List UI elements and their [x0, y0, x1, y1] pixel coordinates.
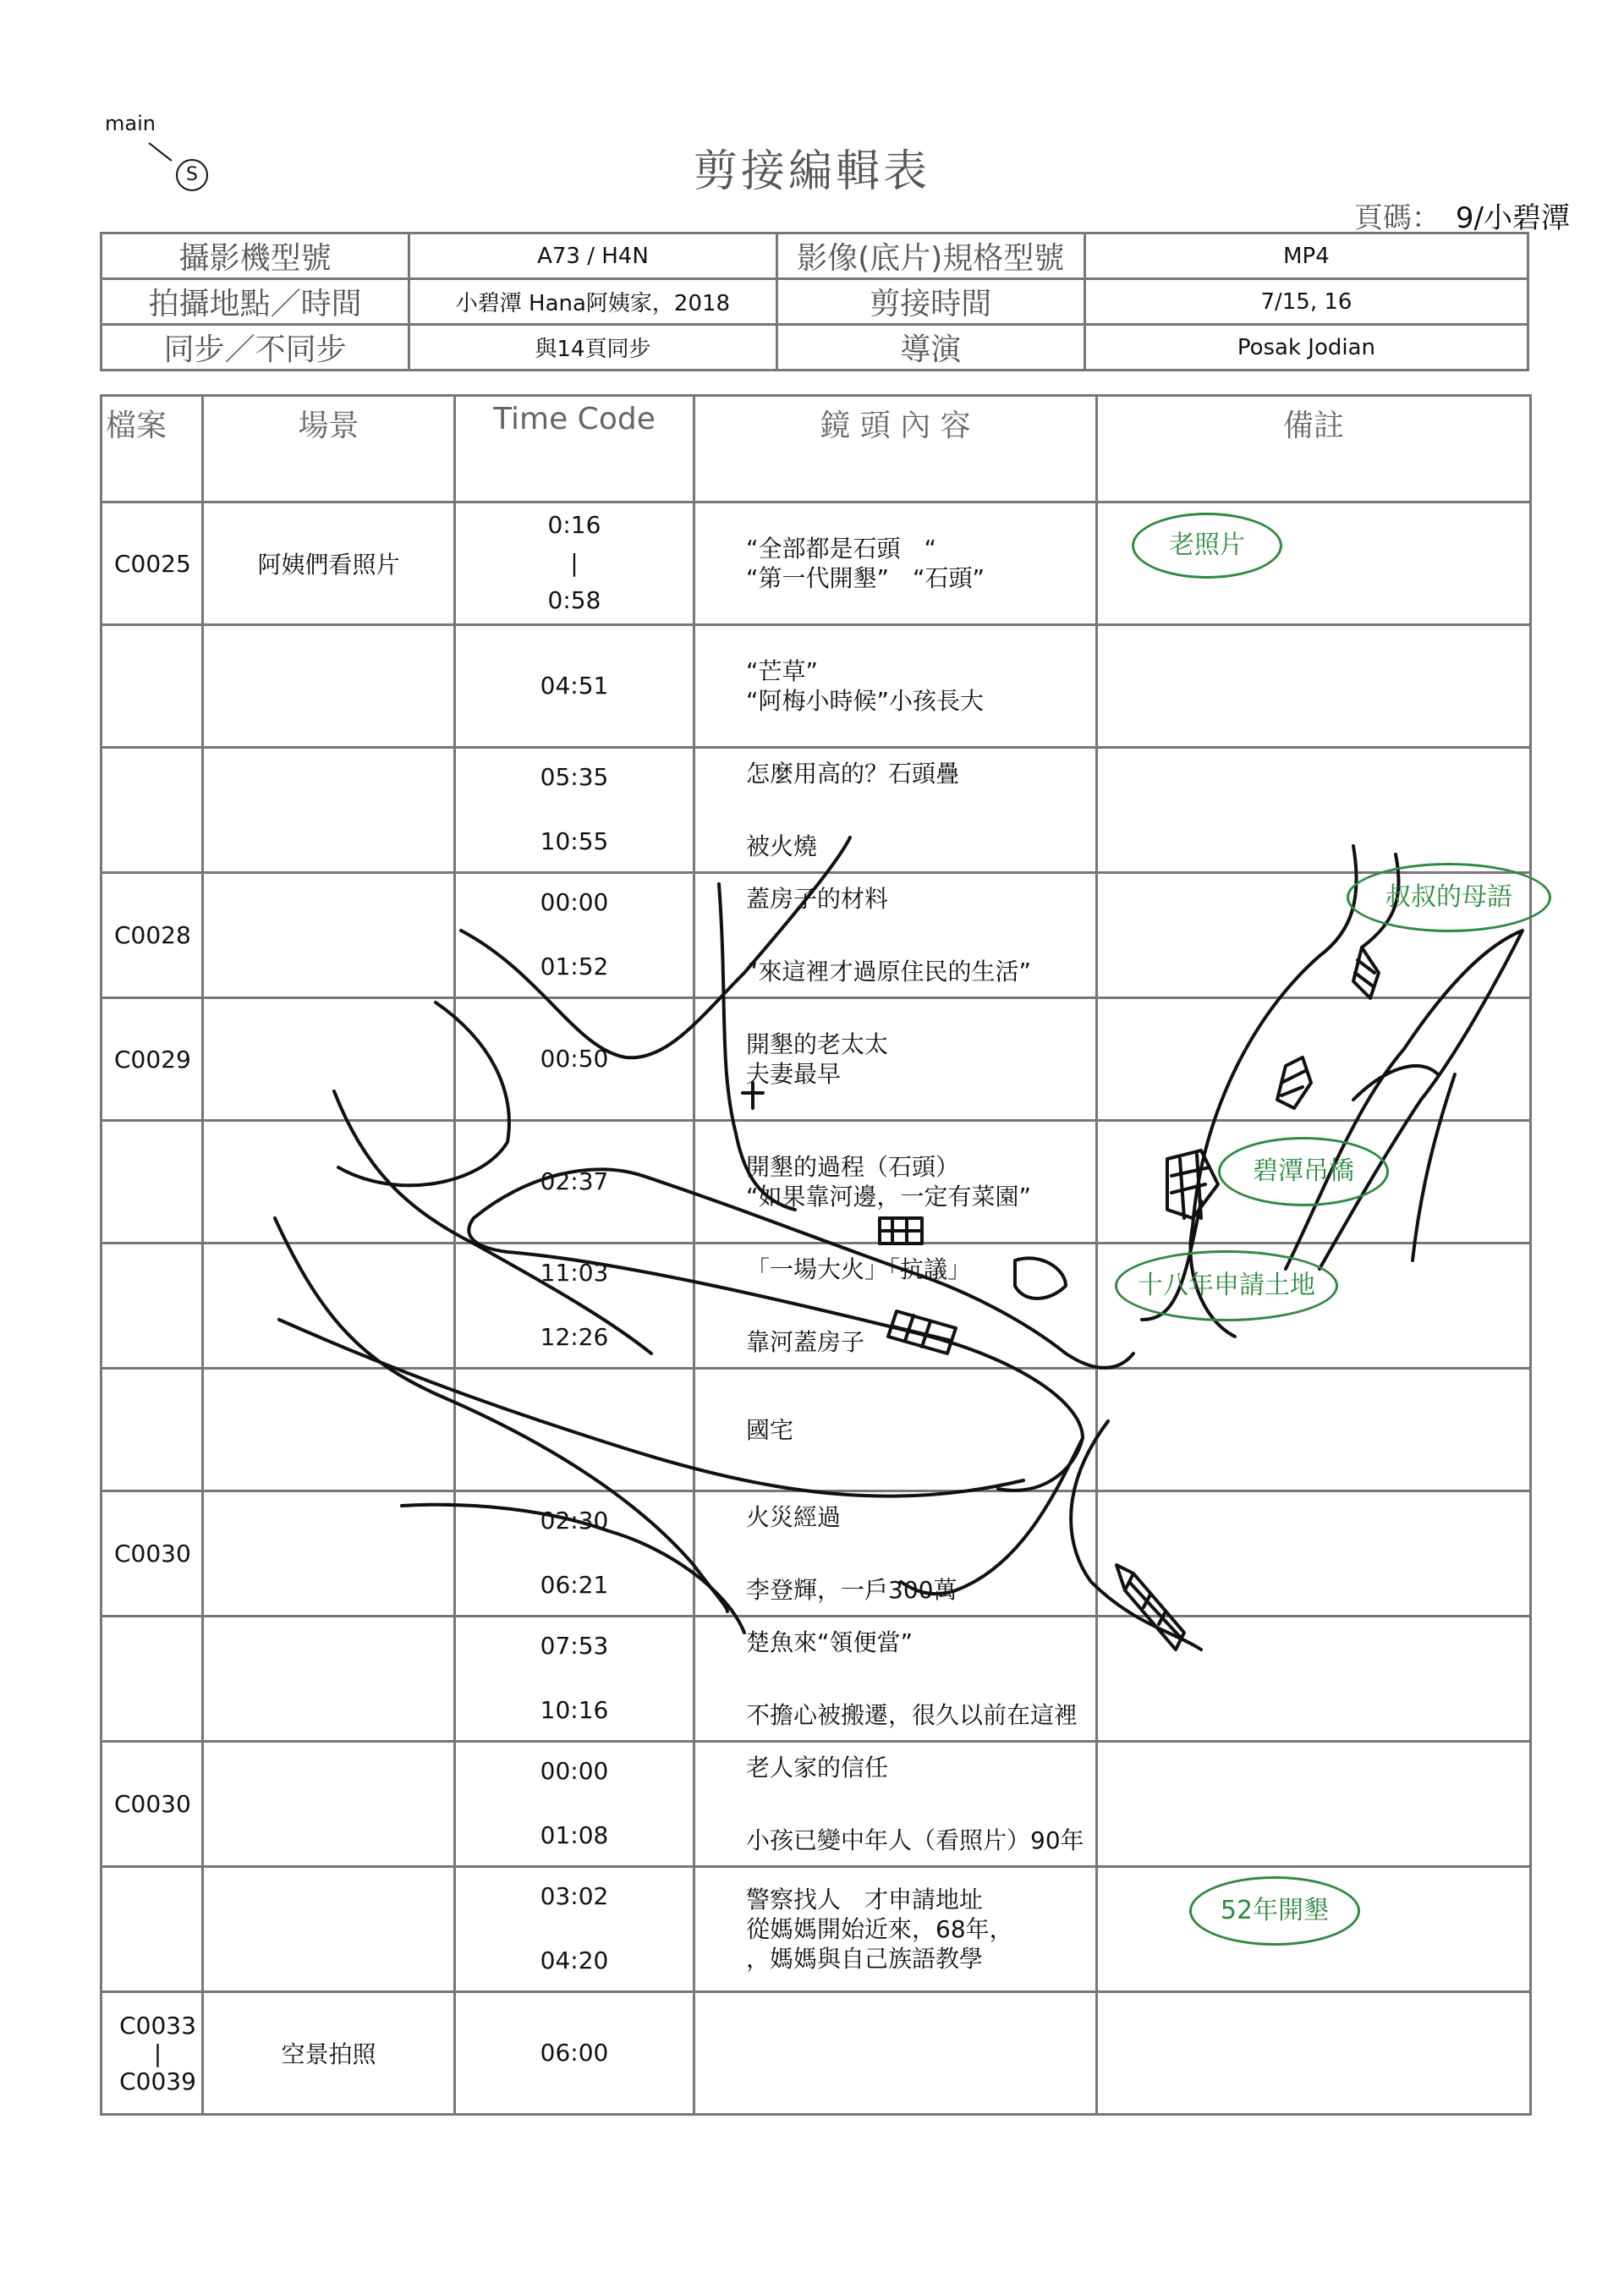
- meta-row: [102, 279, 1528, 325]
- timecode-cell: [455, 1121, 694, 1244]
- table-row: [102, 1742, 1531, 1867]
- timecode-stack: [456, 874, 693, 997]
- content-cell: [694, 998, 1097, 1121]
- timecode-cell: [455, 1244, 694, 1369]
- content-cell: [694, 1742, 1097, 1867]
- meta-label: 影像(底片)規格型號: [776, 233, 1084, 279]
- table-row: [102, 873, 1531, 998]
- notes-cell: [1097, 998, 1531, 1121]
- content-line: 開墾的過程（石頭）: [746, 1153, 960, 1181]
- scene-cell: [203, 1617, 455, 1742]
- notes-cell: [1097, 1742, 1531, 1867]
- scene-cell: [203, 1491, 455, 1617]
- page-number: [1354, 195, 1570, 236]
- meta-label: 攝影機型號: [102, 233, 409, 279]
- timecode: 10:16: [540, 1696, 609, 1725]
- file-cell: [102, 1244, 203, 1369]
- metadata-table: [100, 232, 1529, 371]
- content-cell: [694, 748, 1097, 873]
- timecode: 01:08: [540, 1821, 609, 1850]
- file-cell: [102, 748, 203, 873]
- timecode: 00:00: [540, 1757, 609, 1785]
- content-line: “阿梅小時候”小孩長大: [746, 687, 985, 715]
- timecode-stack: [456, 749, 693, 871]
- content-cell: [694, 1617, 1097, 1742]
- file-cell: C0025: [102, 502, 203, 625]
- timecode: 05:35: [540, 763, 609, 791]
- timecode-stack: [456, 1492, 693, 1615]
- content-stack: [746, 1743, 1095, 1865]
- meta-value: A73 / H4N: [409, 233, 776, 279]
- content-cell: [694, 502, 1097, 625]
- timecode-cell: [455, 748, 694, 873]
- scene-cell: 空景拍照: [203, 1992, 455, 2115]
- header-row: [102, 396, 1531, 502]
- content-cell: [694, 873, 1097, 998]
- timecode-stack: [456, 1868, 693, 1990]
- timecode: 10:55: [540, 827, 609, 856]
- scene-cell: [203, 1867, 455, 1992]
- note-uncle-mother-tongue: 叔叔的母語: [1347, 863, 1551, 932]
- file-cell: [102, 625, 203, 748]
- content-cell: [694, 1244, 1097, 1369]
- content-stack: [746, 874, 1095, 997]
- file-cell: C0029: [102, 998, 203, 1121]
- content-line: 火災經過: [746, 1503, 842, 1531]
- content-stack: [746, 534, 1095, 593]
- content-stack: [746, 656, 1095, 716]
- page-label: 頁碼：: [1353, 201, 1440, 235]
- content-stack: [746, 1029, 1095, 1089]
- timecode: 02:30: [540, 1507, 609, 1535]
- scene-cell: [203, 1244, 455, 1369]
- content-line: 李登輝，一戶300萬: [746, 1576, 957, 1604]
- scene-cell: [203, 1742, 455, 1867]
- file-cell: C0030: [102, 1742, 203, 1867]
- timecode-stack: [456, 1040, 693, 1079]
- timecode: 04:51: [540, 671, 609, 700]
- timecode-cell: [455, 502, 694, 625]
- timecode: 04:20: [540, 1946, 609, 1975]
- content-line: 夫妻最早: [746, 1060, 842, 1088]
- timecode: |: [570, 548, 579, 577]
- notes-cell: [1097, 1491, 1531, 1617]
- content-stack: [746, 1415, 1095, 1445]
- column-header-timecode: Time Code: [455, 396, 694, 502]
- timecode: 03:02: [540, 1882, 609, 1910]
- content-line: 靠河蓋房子: [746, 1328, 865, 1356]
- table-row: [102, 998, 1531, 1121]
- notes-cell: [1097, 625, 1531, 748]
- file-part: |: [153, 2039, 162, 2067]
- content-line: 小孩已變中年人（看照片）90年: [746, 1826, 1084, 1854]
- timecode: 00:50: [540, 1044, 609, 1073]
- timecode: 0:16: [547, 510, 601, 539]
- notes-cell: [1097, 1992, 1531, 2115]
- content-line: ，媽媽與自己族語教學: [746, 1945, 984, 1973]
- notes-cell: [1097, 1369, 1531, 1491]
- file-cell: [102, 1867, 203, 1992]
- notes-cell: [1097, 1617, 1531, 1742]
- edit-log-table: [100, 394, 1532, 2116]
- table-row: [102, 625, 1531, 748]
- meta-label: 同步／不同步: [102, 325, 409, 371]
- content-line: 楚魚來“領便當”: [746, 1628, 914, 1656]
- column-header-scene: 場景: [203, 396, 455, 502]
- content-line: “第一代開墾” “石頭”: [746, 564, 985, 592]
- timecode: 06:21: [540, 1571, 609, 1600]
- content-line: “全部都是石頭 “: [746, 535, 937, 563]
- file-cell: [102, 1992, 203, 2115]
- column-header-file: 檔案: [102, 396, 203, 502]
- corner-word: main: [105, 112, 156, 135]
- notes-cell: [1097, 748, 1531, 873]
- timecode: 07:53: [540, 1632, 609, 1660]
- content-cell: [694, 1992, 1097, 2115]
- timecode-stack: [456, 1617, 693, 1740]
- content-stack: [746, 1885, 1095, 1974]
- timecode-stack: [456, 2034, 693, 2073]
- table-row: [102, 1992, 1531, 2115]
- content-line: “來這裡才過原住民的生活”: [746, 958, 1032, 986]
- timecode-cell: [455, 625, 694, 748]
- table-row: [102, 748, 1531, 873]
- timecode-stack: [456, 1244, 693, 1367]
- timecode: 11:03: [540, 1259, 609, 1287]
- file-cell: C0028: [102, 873, 203, 998]
- timecode: 00:00: [540, 888, 609, 916]
- timecode-stack: [456, 1163, 693, 1201]
- content-stack: [746, 1617, 1095, 1740]
- meta-row: [102, 233, 1528, 279]
- note-reclamation-year: 52年開墾: [1189, 1876, 1360, 1946]
- meta-value: Posak Jodian: [1084, 325, 1528, 371]
- meta-value: 與14頁同步: [409, 325, 776, 371]
- column-header-content: 鏡 頭 內 容: [694, 396, 1097, 502]
- meta-value: MP4: [1084, 233, 1528, 279]
- timecode-stack: [456, 1743, 693, 1865]
- content-cell: [694, 1121, 1097, 1244]
- scene-cell: [203, 1369, 455, 1491]
- content-stack: [746, 749, 1095, 871]
- timecode-stack: [456, 667, 693, 706]
- content-stack: [746, 1152, 1095, 1211]
- timecode-cell: [455, 1369, 694, 1491]
- scene-cell: 阿姨們看照片: [203, 502, 455, 625]
- page-value: 9/小碧潭: [1455, 201, 1570, 235]
- meta-label: 拍攝地點／時間: [102, 279, 409, 325]
- content-cell: [694, 1369, 1097, 1491]
- timecode-cell: [455, 1867, 694, 1992]
- column-header-notes: 備註: [1097, 396, 1531, 502]
- file-cell: [102, 1121, 203, 1244]
- meta-value: 小碧潭 Hana阿姨家，2018: [409, 279, 776, 325]
- timecode-cell: [455, 1992, 694, 2115]
- meta-value: 7/15, 16: [1084, 279, 1528, 325]
- table-row: [102, 1369, 1531, 1491]
- table-row: [102, 1491, 1531, 1617]
- scene-cell: [203, 873, 455, 998]
- content-line: 不擔心被搬遷，很久以前在這裡: [746, 1701, 1078, 1729]
- timecode: 0:58: [547, 586, 601, 615]
- timecode-stack: [456, 507, 693, 620]
- content-line: “如果靠河邊，一定有菜園”: [746, 1183, 1032, 1211]
- table-row: [102, 1617, 1531, 1742]
- meta-row: [102, 325, 1528, 371]
- content-cell: [694, 625, 1097, 748]
- content-line: “芒草”: [746, 657, 819, 685]
- table-row: [102, 502, 1531, 625]
- file-part: C0033: [119, 2011, 196, 2040]
- timecode-cell: [455, 998, 694, 1121]
- note-old-photos: 老照片: [1132, 513, 1282, 579]
- file-part: C0039: [119, 2067, 196, 2095]
- timecode-cell: [455, 873, 694, 998]
- content-line: 國宅: [746, 1415, 794, 1444]
- content-line: 開墾的老太太: [746, 1030, 889, 1058]
- content-line: 老人家的信任: [746, 1754, 889, 1782]
- timecode: 02:37: [540, 1167, 609, 1195]
- file-cell: [102, 1617, 203, 1742]
- page-title: 剪接編輯表: [693, 146, 930, 197]
- file-cell: [102, 1369, 203, 1491]
- scene-cell: [203, 998, 455, 1121]
- content-cell: [694, 1867, 1097, 1992]
- timecode-cell: [455, 1617, 694, 1742]
- meta-label: 剪接時間: [776, 279, 1084, 325]
- content-stack: [746, 1492, 1095, 1615]
- timecode-cell: [455, 1491, 694, 1617]
- timecode-cell: [455, 1742, 694, 1867]
- timecode: 06:00: [540, 2038, 609, 2067]
- corner-letter: S: [176, 159, 208, 191]
- meta-label: 導演: [776, 325, 1084, 371]
- content-stack: [746, 1244, 1095, 1367]
- scene-cell: [203, 748, 455, 873]
- content-line: 蓋房子的材料: [746, 885, 889, 913]
- file-cell: C0030: [102, 1491, 203, 1617]
- content-line: 怎麼用高的？石頭疊: [746, 760, 960, 788]
- timecode: 01:52: [540, 953, 609, 981]
- content-cell: [694, 1491, 1097, 1617]
- scene-cell: [203, 1121, 455, 1244]
- scene-cell: [203, 625, 455, 748]
- content-line: 警察找人 才申請地址: [746, 1886, 984, 1913]
- content-line: 「一場大火」「抗議」: [746, 1255, 972, 1283]
- note-land-application: 十八年申請土地: [1115, 1250, 1338, 1321]
- content-line: 從媽媽開始近來，68年，: [746, 1915, 1013, 1943]
- content-line: 被火燒: [746, 832, 818, 860]
- timecode: 12:26: [540, 1323, 609, 1352]
- note-bitan-bridge: 碧潭吊橋: [1218, 1137, 1389, 1206]
